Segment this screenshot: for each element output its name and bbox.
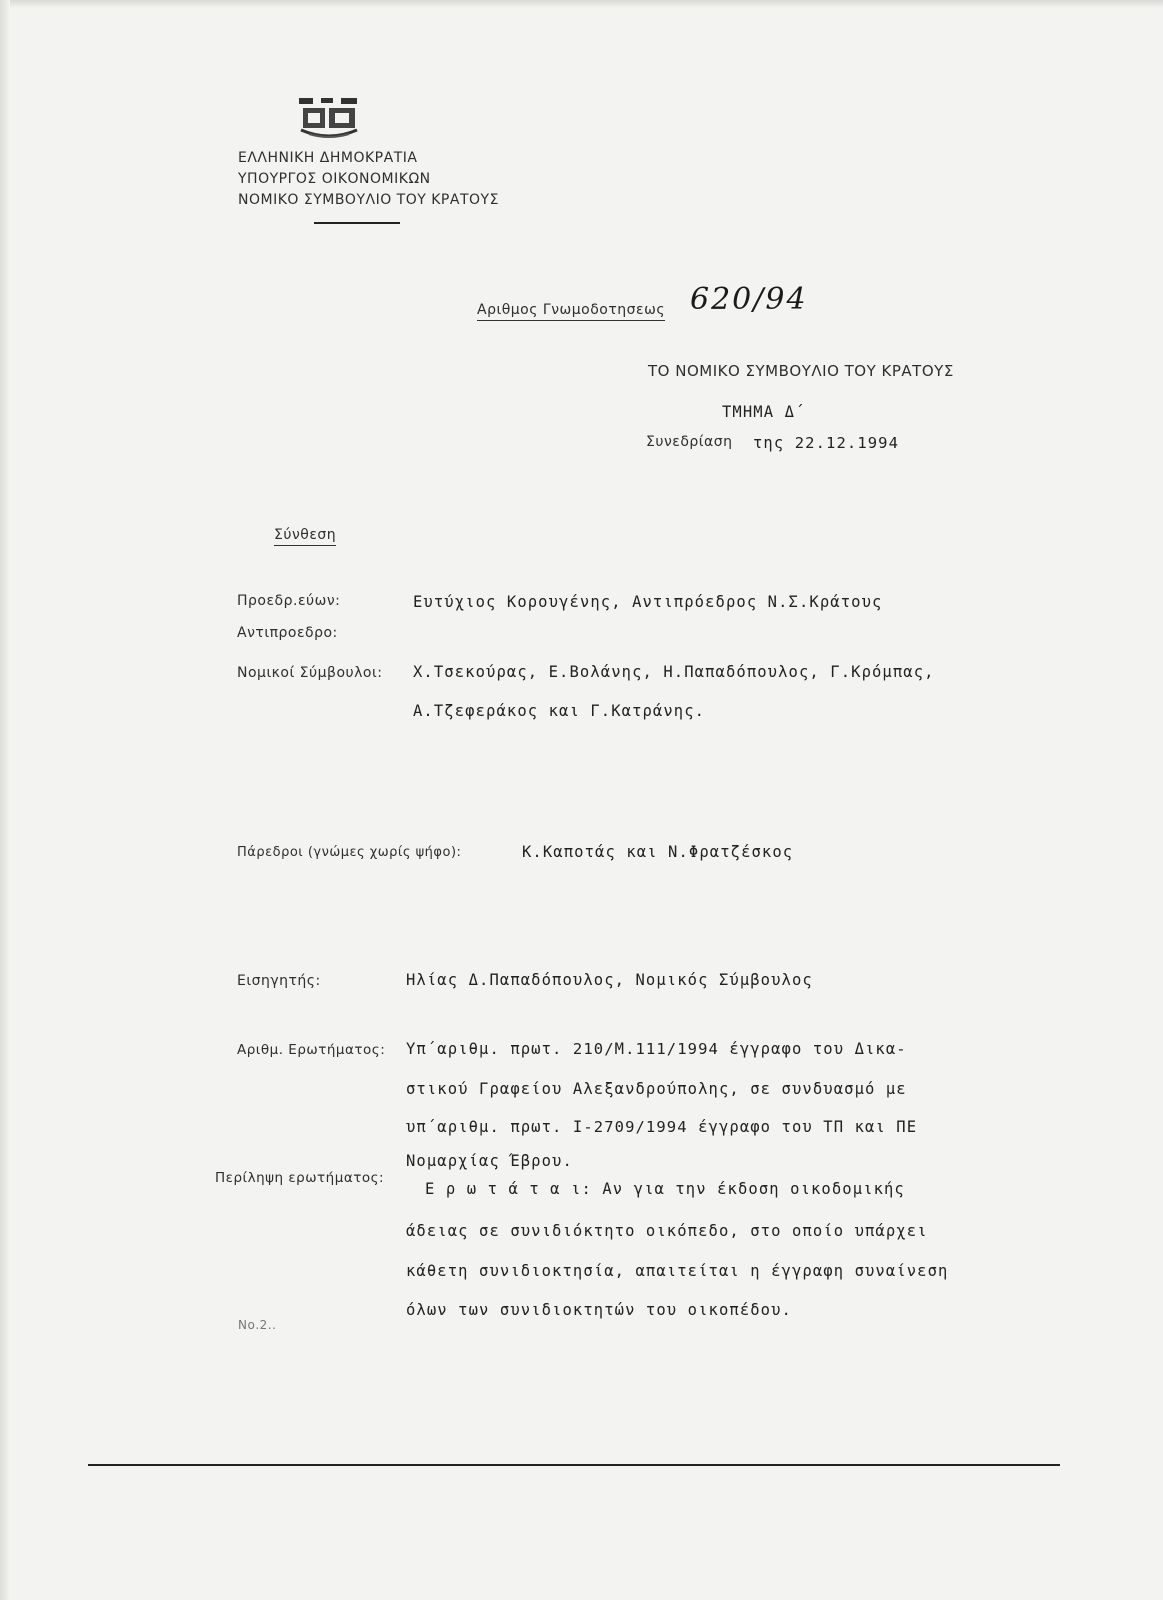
opinion-number-label: Αριθμος Γνωμοδοτησεως — [477, 302, 665, 321]
session-label: Συνεδρίαση — [646, 434, 733, 450]
council-section: ΤΜΗΜΑ Δ΄ — [722, 403, 806, 421]
question-number-label: Αριθμ. Ερωτήματος: — [237, 1042, 386, 1058]
header-ministry: ΥΠΟΥΡΓΟΣ ΟΙΚΟΝΟΜΙΚΩΝ — [238, 171, 431, 187]
bottom-rule — [88, 1464, 1060, 1466]
composition-heading: Σύνθεση — [274, 527, 336, 546]
advisors-line-1: Χ.Τσεκούρας, Ε.Βολάνης, Η.Παπαδόπουλος, Γ.Κρόμπας, — [413, 663, 935, 681]
header-divider — [314, 222, 400, 224]
reporter-label: Εισηγητής: — [237, 973, 321, 989]
vice-president-label: Αντιπροεδρο: — [237, 625, 338, 641]
question-summary-line: Ε ρ ω τ ά τ α ι: Αν για την έκδοση οικοδομικής — [425, 1180, 905, 1198]
question-summary-label: Περίληψη ερωτήματος: — [215, 1170, 385, 1186]
header-council: ΝΟΜΙΚΟ ΣΥΜΒΟΥΛΙΟ ΤΟΥ ΚΡΑΤΟΥΣ — [238, 192, 499, 208]
rapporteurs-value: Κ.Καποτάς και Ν.Φρατζέσκος — [522, 843, 794, 861]
scan-edge-left — [0, 0, 10, 1600]
state-emblem-icon — [295, 96, 363, 142]
rapporteurs-label: Πάρεδροι (γνώμες χωρίς ψήφο): — [237, 845, 462, 860]
advisors-label: Νομικοί Σύμβουλοι: — [237, 665, 383, 681]
question-number-line: Νομαρχίας Έβρου. — [406, 1152, 573, 1170]
page-marker: Νο.2.. — [238, 1318, 277, 1332]
header-republic: ΕΛΛΗΝΙΚΗ ΔΗΜΟΚΡΑΤΙΑ — [238, 150, 418, 166]
question-number-line: υπ΄αριθμ. πρωτ. Ι-2709/1994 έγγραφο του ΤΠ και ΠΕ — [406, 1118, 918, 1136]
president-label: Προεδρ.εύων: — [237, 593, 341, 609]
question-summary-line: κάθετη συνιδιοκτησία, απαιτείται η έγγραφη συναίνεση — [406, 1262, 949, 1280]
session-date: της 22.12.1994 — [753, 434, 900, 452]
question-summary-line: άδειας σε συνιδιόκτητο οικόπεδο, στο οποίο υπάρχει — [406, 1222, 928, 1240]
question-number-line: στικού Γραφείου Αλεξανδρούπολης, σε συνδυασμό με — [406, 1080, 907, 1098]
opinion-number: 620/94 — [690, 282, 808, 317]
question-summary-line: όλων των συνιδιοκτητών του οικοπέδου. — [406, 1301, 792, 1319]
reporter-value: Ηλίας Δ.Παπαδόπουλος, Νομικός Σύμβουλος — [406, 971, 813, 989]
president-value: Ευτύχιος Κορουγένης, Αντιπρόεδρος Ν.Σ.Κράτους — [413, 593, 883, 611]
advisors-line-2: Α.Τζεφεράκος και Γ.Κατράνης. — [413, 702, 706, 720]
council-title: ΤΟ ΝΟΜΙΚΟ ΣΥΜΒΟΥΛΙΟ ΤΟΥ ΚΡΑΤΟΥΣ — [648, 362, 954, 380]
scan-edge-top — [0, 0, 1163, 8]
question-number-line: Υπ΄αριθμ. πρωτ. 210/Μ.111/1994 έγγραφο του Δικα- — [406, 1040, 907, 1058]
